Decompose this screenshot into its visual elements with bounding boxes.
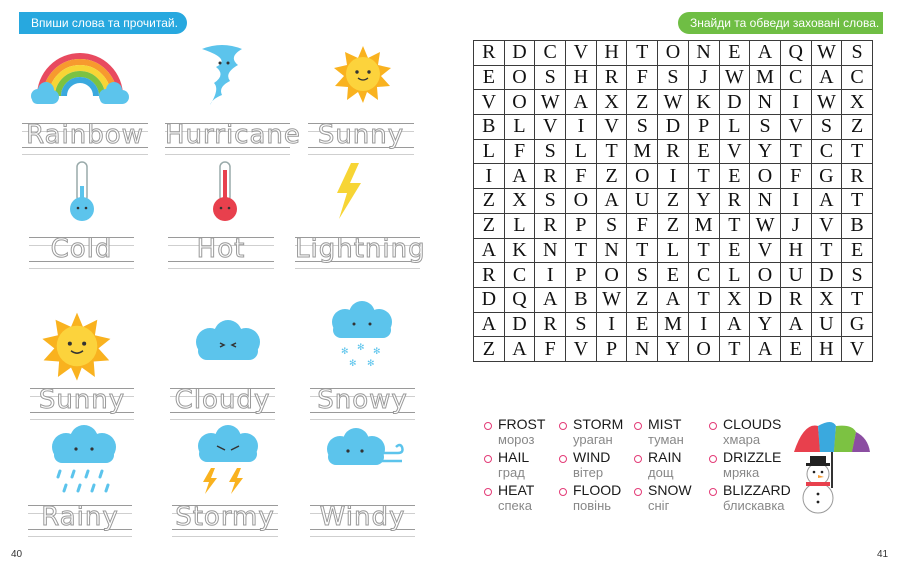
- grid-row: [474, 287, 873, 312]
- grid-cell[interactable]: H: [566, 65, 597, 90]
- grid-cell[interactable]: H: [811, 337, 842, 362]
- grid-cell[interactable]: Z: [658, 189, 689, 214]
- grid-cell[interactable]: D: [474, 287, 505, 312]
- grid-cell[interactable]: O: [627, 164, 658, 189]
- word-translation: дощ: [648, 465, 674, 480]
- trace-word-stormy[interactable]: [172, 502, 278, 537]
- grid-row: [474, 164, 873, 189]
- rain-cloud-icon: [46, 425, 122, 501]
- grid-cell[interactable]: U: [780, 263, 811, 288]
- trace-word-cold[interactable]: [29, 234, 134, 269]
- grid-row: [474, 238, 873, 263]
- grid-cell[interactable]: E: [658, 263, 689, 288]
- word-english: FLOOD: [573, 482, 622, 498]
- grid-cell[interactable]: T: [566, 238, 597, 263]
- word-translation: блискавка: [723, 498, 785, 513]
- grid-cell[interactable]: A: [811, 189, 842, 214]
- grid-cell[interactable]: I: [474, 164, 505, 189]
- word-translation: град: [498, 465, 525, 480]
- grid-cell[interactable]: L: [719, 115, 750, 140]
- grid-cell[interactable]: I: [596, 312, 627, 337]
- grid-cell[interactable]: W: [750, 213, 781, 238]
- grid-cell[interactable]: R: [658, 139, 689, 164]
- grid-cell[interactable]: E: [627, 312, 658, 337]
- trace-word-sunny[interactable]: [308, 120, 414, 155]
- bullet-icon: [559, 488, 567, 496]
- grid-cell[interactable]: Y: [750, 139, 781, 164]
- grid-cell[interactable]: F: [535, 337, 566, 362]
- page-number-right: 41: [877, 549, 889, 560]
- grid-cell[interactable]: A: [750, 337, 781, 362]
- trace-word-rainy[interactable]: [28, 502, 132, 537]
- grid-cell[interactable]: E: [780, 337, 811, 362]
- grid-cell[interactable]: R: [535, 164, 566, 189]
- grid-cell[interactable]: Z: [842, 115, 873, 140]
- grid-cell[interactable]: O: [750, 164, 781, 189]
- bullet-icon: [634, 422, 642, 430]
- grid-row: [474, 263, 873, 288]
- grid-row: [474, 41, 873, 66]
- grid-cell[interactable]: N: [627, 337, 658, 362]
- grid-cell[interactable]: G: [811, 164, 842, 189]
- grid-cell[interactable]: F: [566, 164, 597, 189]
- grid-cell[interactable]: M: [750, 65, 781, 90]
- sun-icon: [40, 309, 114, 383]
- snowman-umbrella-icon: [790, 418, 874, 518]
- grid-cell[interactable]: S: [535, 139, 566, 164]
- grid-cell[interactable]: F: [627, 213, 658, 238]
- trace-text: Sunny: [317, 120, 405, 150]
- grid-cell[interactable]: T: [688, 287, 719, 312]
- grid-cell[interactable]: S: [535, 189, 566, 214]
- sun-icon: [332, 44, 394, 104]
- trace-text: Hurricane: [165, 120, 301, 150]
- grid-cell[interactable]: Z: [474, 337, 505, 362]
- grid-cell[interactable]: K: [504, 238, 535, 263]
- grid-cell[interactable]: J: [688, 65, 719, 90]
- trace-word-cloudy[interactable]: [170, 385, 275, 420]
- grid-cell[interactable]: T: [688, 164, 719, 189]
- grid-cell[interactable]: E: [719, 164, 750, 189]
- grid-cell[interactable]: T: [627, 41, 658, 66]
- bullet-icon: [559, 422, 567, 430]
- grid-cell[interactable]: N: [688, 41, 719, 66]
- grid-cell[interactable]: U: [627, 189, 658, 214]
- grid-cell[interactable]: V: [719, 139, 750, 164]
- grid-cell[interactable]: V: [780, 115, 811, 140]
- lightning-icon: [333, 163, 363, 219]
- grid-cell[interactable]: A: [811, 65, 842, 90]
- grid-cell[interactable]: Z: [474, 189, 505, 214]
- grid-cell[interactable]: O: [658, 41, 689, 66]
- trace-text: Rainy: [41, 502, 119, 532]
- grid-cell[interactable]: S: [566, 312, 597, 337]
- bullet-icon: [559, 455, 567, 463]
- grid-cell[interactable]: T: [811, 238, 842, 263]
- grid-cell[interactable]: X: [504, 189, 535, 214]
- grid-cell[interactable]: T: [719, 213, 750, 238]
- grid-cell[interactable]: I: [780, 189, 811, 214]
- grid-cell[interactable]: M: [627, 139, 658, 164]
- grid-cell[interactable]: T: [719, 337, 750, 362]
- bullet-icon: [634, 455, 642, 463]
- grid-cell[interactable]: P: [688, 115, 719, 140]
- trace-text: Rainbow: [26, 120, 144, 150]
- grid-cell[interactable]: O: [688, 337, 719, 362]
- trace-word-hurricane[interactable]: [165, 120, 301, 155]
- word-english: STORM: [573, 416, 624, 432]
- grid-cell[interactable]: P: [596, 337, 627, 362]
- grid-cell[interactable]: U: [811, 312, 842, 337]
- grid-cell[interactable]: E: [719, 238, 750, 263]
- grid-cell[interactable]: B: [566, 287, 597, 312]
- grid-cell[interactable]: S: [596, 213, 627, 238]
- bullet-icon: [709, 422, 717, 430]
- grid-cell[interactable]: A: [504, 337, 535, 362]
- bullet-icon: [484, 455, 492, 463]
- grid-cell[interactable]: V: [750, 238, 781, 263]
- grid-cell[interactable]: R: [719, 189, 750, 214]
- grid-cell[interactable]: F: [627, 65, 658, 90]
- grid-cell[interactable]: V: [566, 337, 597, 362]
- word-translation: повінь: [573, 498, 612, 513]
- grid-cell[interactable]: L: [658, 238, 689, 263]
- grid-cell[interactable]: M: [658, 312, 689, 337]
- hot-thermometer-icon: [207, 160, 243, 224]
- grid-cell[interactable]: V: [474, 90, 505, 115]
- grid-cell[interactable]: T: [842, 189, 873, 214]
- grid-row: [474, 189, 873, 214]
- grid-cell[interactable]: C: [535, 41, 566, 66]
- grid-cell[interactable]: D: [750, 287, 781, 312]
- grid-cell[interactable]: C: [811, 139, 842, 164]
- grid-cell[interactable]: S: [658, 65, 689, 90]
- svg-text:✻: ✻: [341, 347, 349, 357]
- word-english: BLIZZARD: [723, 482, 791, 498]
- grid-cell[interactable]: S: [842, 41, 873, 66]
- grid-cell[interactable]: Y: [750, 312, 781, 337]
- grid-cell[interactable]: H: [596, 41, 627, 66]
- grid-cell[interactable]: V: [535, 115, 566, 140]
- grid-cell[interactable]: R: [535, 213, 566, 238]
- grid-cell[interactable]: W: [596, 287, 627, 312]
- grid-cell[interactable]: W: [535, 90, 566, 115]
- grid-cell[interactable]: S: [627, 263, 658, 288]
- grid-cell[interactable]: V: [811, 213, 842, 238]
- grid-cell[interactable]: O: [566, 189, 597, 214]
- rainbow-icon: [30, 44, 130, 108]
- grid-cell[interactable]: R: [535, 312, 566, 337]
- trace-text: Hot: [196, 234, 246, 264]
- grid-cell[interactable]: I: [780, 90, 811, 115]
- bullet-icon: [709, 455, 717, 463]
- grid-cell[interactable]: O: [504, 65, 535, 90]
- word-translation: ураган: [573, 432, 613, 447]
- grid-cell[interactable]: W: [811, 90, 842, 115]
- word-english: HAIL: [498, 449, 530, 465]
- grid-row: [474, 65, 873, 90]
- grid-row: [474, 312, 873, 337]
- trace-text: Cold: [50, 234, 113, 264]
- grid-cell[interactable]: A: [780, 312, 811, 337]
- word-english: WIND: [573, 449, 611, 465]
- trace-word-windy[interactable]: [310, 502, 415, 537]
- grid-cell[interactable]: O: [504, 90, 535, 115]
- grid-cell[interactable]: Z: [627, 287, 658, 312]
- trace-text: Windy: [319, 502, 406, 532]
- grid-cell[interactable]: N: [750, 189, 781, 214]
- bullet-icon: [709, 488, 717, 496]
- grid-cell[interactable]: S: [811, 115, 842, 140]
- grid-cell[interactable]: R: [842, 164, 873, 189]
- grid-cell[interactable]: W: [811, 41, 842, 66]
- trace-word-lightning[interactable]: [295, 234, 426, 269]
- grid-cell[interactable]: R: [474, 263, 505, 288]
- grid-cell[interactable]: S: [750, 115, 781, 140]
- instruction-banner-left: Впиши слова та прочитай.: [19, 12, 187, 34]
- word-list: [484, 416, 791, 516]
- word-english: FROST: [498, 416, 546, 432]
- grid-cell[interactable]: O: [596, 263, 627, 288]
- grid-cell[interactable]: I: [535, 263, 566, 288]
- grid-cell[interactable]: B: [474, 115, 505, 140]
- svg-text:✻: ✻: [373, 347, 381, 357]
- grid-cell[interactable]: I: [566, 115, 597, 140]
- grid-cell[interactable]: A: [504, 164, 535, 189]
- grid-cell[interactable]: E: [688, 139, 719, 164]
- grid-cell[interactable]: T: [780, 139, 811, 164]
- grid-cell[interactable]: T: [842, 287, 873, 312]
- grid-cell[interactable]: I: [688, 312, 719, 337]
- grid-cell[interactable]: L: [474, 139, 505, 164]
- grid-cell[interactable]: V: [566, 41, 597, 66]
- grid-cell[interactable]: J: [780, 213, 811, 238]
- grid-cell[interactable]: A: [596, 189, 627, 214]
- grid-cell[interactable]: K: [688, 90, 719, 115]
- grid-cell[interactable]: A: [719, 312, 750, 337]
- word-english: MIST: [648, 416, 682, 432]
- grid-cell[interactable]: P: [566, 263, 597, 288]
- grid-cell[interactable]: Z: [596, 164, 627, 189]
- trace-word-hot[interactable]: [168, 234, 274, 269]
- word-english: HEAT: [498, 482, 535, 498]
- grid-row: [474, 90, 873, 115]
- svg-text:✻: ✻: [357, 343, 365, 353]
- grid-cell[interactable]: Y: [688, 189, 719, 214]
- cold-thermometer-icon: [64, 160, 100, 224]
- grid-cell[interactable]: Y: [658, 337, 689, 362]
- grid-cell[interactable]: D: [658, 115, 689, 140]
- word-translation: спека: [498, 498, 532, 513]
- page-number-left: 40: [11, 549, 23, 560]
- word-english: RAIN: [648, 449, 682, 465]
- bullet-icon: [484, 488, 492, 496]
- grid-row: [474, 213, 873, 238]
- grid-cell[interactable]: F: [504, 139, 535, 164]
- grid-cell[interactable]: X: [596, 90, 627, 115]
- word-english: SNOW: [648, 482, 692, 498]
- grid-cell[interactable]: E: [842, 238, 873, 263]
- word-translation: вітер: [573, 465, 604, 480]
- grid-cell[interactable]: D: [811, 263, 842, 288]
- grid-cell[interactable]: L: [719, 263, 750, 288]
- grid-cell[interactable]: V: [842, 337, 873, 362]
- grid-cell[interactable]: L: [566, 139, 597, 164]
- cloud-icon: [190, 318, 266, 366]
- trace-word-rainbow[interactable]: [22, 120, 148, 155]
- grid-cell[interactable]: H: [780, 238, 811, 263]
- grid-cell[interactable]: F: [780, 164, 811, 189]
- grid-cell[interactable]: G: [842, 312, 873, 337]
- trace-text: Sunny: [38, 385, 126, 415]
- grid-cell[interactable]: W: [719, 65, 750, 90]
- grid-cell[interactable]: E: [474, 65, 505, 90]
- grid-cell[interactable]: N: [535, 238, 566, 263]
- bullet-icon: [634, 488, 642, 496]
- grid-cell[interactable]: Q: [780, 41, 811, 66]
- grid-cell[interactable]: R: [780, 287, 811, 312]
- grid-cell[interactable]: M: [688, 213, 719, 238]
- grid-cell[interactable]: R: [596, 65, 627, 90]
- grid-cell[interactable]: S: [535, 65, 566, 90]
- word-translation: сніг: [648, 498, 670, 513]
- grid-cell[interactable]: A: [566, 90, 597, 115]
- grid-cell[interactable]: X: [719, 287, 750, 312]
- trace-text: Stormy: [175, 502, 275, 532]
- grid-row: [474, 337, 873, 362]
- word-search-grid: [473, 40, 873, 362]
- grid-cell[interactable]: I: [658, 164, 689, 189]
- grid-cell[interactable]: T: [842, 139, 873, 164]
- grid-row: [474, 139, 873, 164]
- grid-cell[interactable]: S: [627, 115, 658, 140]
- hurricane-icon: [198, 43, 246, 107]
- grid-cell[interactable]: Z: [658, 213, 689, 238]
- svg-text:✻: ✻: [367, 359, 375, 369]
- grid-cell[interactable]: L: [504, 213, 535, 238]
- grid-cell[interactable]: X: [811, 287, 842, 312]
- grid-cell[interactable]: W: [658, 90, 689, 115]
- grid-cell[interactable]: O: [750, 263, 781, 288]
- trace-text: Cloudy: [174, 385, 271, 415]
- grid-cell[interactable]: R: [474, 41, 505, 66]
- grid-cell[interactable]: C: [504, 263, 535, 288]
- trace-word-snowy[interactable]: [310, 385, 415, 420]
- grid-cell[interactable]: E: [719, 41, 750, 66]
- grid-cell[interactable]: D: [719, 90, 750, 115]
- word-translation: мряка: [723, 465, 760, 480]
- bullet-icon: [484, 422, 492, 430]
- word-translation: туман: [648, 432, 684, 447]
- grid-row: [474, 115, 873, 140]
- svg-text:✻: ✻: [349, 359, 357, 369]
- grid-cell[interactable]: Z: [627, 90, 658, 115]
- grid-cell[interactable]: L: [504, 115, 535, 140]
- grid-cell[interactable]: V: [596, 115, 627, 140]
- grid-cell[interactable]: T: [596, 139, 627, 164]
- instruction-banner-right: Знайди та обведи заховані слова.: [678, 12, 883, 34]
- word-translation: мороз: [498, 432, 535, 447]
- grid-cell[interactable]: B: [842, 213, 873, 238]
- snow-cloud-icon: [327, 300, 397, 372]
- trace-text: Lightning: [295, 234, 426, 264]
- trace-text: Snowy: [317, 385, 408, 415]
- grid-cell[interactable]: S: [842, 263, 873, 288]
- grid-cell[interactable]: Z: [474, 213, 505, 238]
- word-translation: хмара: [723, 432, 761, 447]
- grid-cell[interactable]: C: [688, 263, 719, 288]
- grid-cell[interactable]: T: [688, 238, 719, 263]
- grid-cell[interactable]: A: [474, 312, 505, 337]
- grid-cell[interactable]: P: [566, 213, 597, 238]
- grid-cell[interactable]: X: [842, 90, 873, 115]
- grid-cell[interactable]: T: [627, 238, 658, 263]
- grid-cell[interactable]: C: [780, 65, 811, 90]
- grid-cell[interactable]: A: [474, 238, 505, 263]
- grid-cell[interactable]: A: [535, 287, 566, 312]
- grid-cell[interactable]: A: [658, 287, 689, 312]
- storm-cloud-icon: [193, 424, 263, 498]
- grid-cell[interactable]: C: [842, 65, 873, 90]
- grid-cell[interactable]: D: [504, 312, 535, 337]
- grid-cell[interactable]: Q: [504, 287, 535, 312]
- grid-cell[interactable]: N: [596, 238, 627, 263]
- grid-cell[interactable]: N: [750, 90, 781, 115]
- word-english: DRIZZLE: [723, 449, 782, 465]
- grid-cell[interactable]: A: [750, 41, 781, 66]
- trace-word-sunny-2[interactable]: [30, 385, 134, 420]
- wind-cloud-icon: [322, 425, 406, 479]
- grid-cell[interactable]: D: [504, 41, 535, 66]
- word-english: CLOUDS: [723, 416, 782, 432]
